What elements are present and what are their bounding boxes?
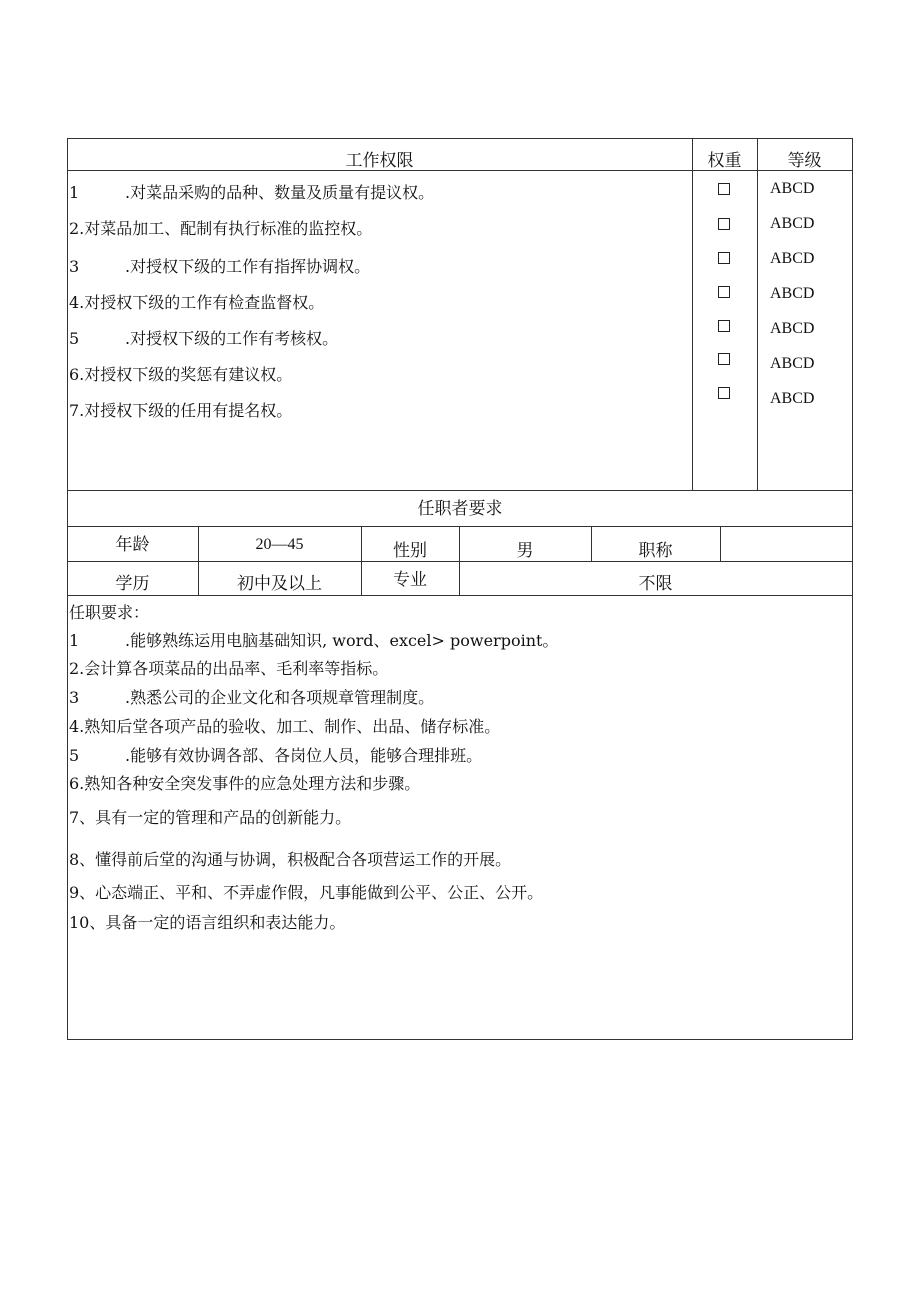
rank-label: 职称: [638, 541, 673, 561]
weight-header: 权重: [707, 151, 742, 171]
list-item: 4.熟知后堂各项产品的验收、加工、制作、出品、储存标准。: [69, 717, 501, 736]
weight-checkbox[interactable]: [718, 387, 730, 399]
list-item: 9、心态端正、平和、不弄虚作假，凡事能做到公平、公正、公开。: [69, 883, 544, 902]
major-label: 专业: [393, 570, 427, 590]
list-item: 3 .熟悉公司的企业文化和各项规章管理制度。: [69, 688, 435, 707]
weight-checkbox[interactable]: [718, 320, 730, 332]
gender-value: 男: [516, 541, 534, 561]
grade-value: ABCD: [770, 390, 815, 407]
weight-checkbox[interactable]: [718, 353, 730, 365]
age-label: 年龄: [115, 535, 150, 555]
grade-value: ABCD: [770, 250, 815, 267]
list-item: 2.对菜品加工、配制有执行标准的监控权。: [69, 219, 373, 238]
list-item: 6.对授权下级的奖惩有建议权。: [69, 365, 293, 384]
requirements-list-title: 任职要求：: [69, 603, 150, 622]
education-label: 学历: [115, 574, 150, 594]
weight-checkbox[interactable]: [718, 286, 730, 298]
list-item: 5 .能够有效协调各部、各岗位人员，能够合理排班。: [69, 746, 483, 765]
grade-value: ABCD: [770, 180, 815, 197]
weight-checkbox[interactable]: [718, 218, 730, 230]
weight-checkbox[interactable]: [718, 252, 730, 264]
list-item: 1 .对菜品采购的品种、数量及质量有提议权。: [69, 183, 435, 202]
list-item: 10、具备一定的语言组织和表达能力。: [69, 913, 346, 932]
age-value: 20—45: [255, 536, 304, 553]
grade-value: ABCD: [770, 320, 815, 337]
list-item: 4.对授权下级的工作有检查监督权。: [69, 293, 325, 312]
list-item: 2.会计算各项菜品的出品率、毛利率等指标。: [69, 659, 389, 678]
education-value: 初中及以上: [237, 574, 322, 594]
gender-label: 性别: [393, 541, 427, 561]
grade-value: ABCD: [770, 355, 815, 372]
list-item: 1 .能够熟练运用电脑基础知识, word、excel> powerpoint。: [69, 631, 559, 650]
list-item: 7.对授权下级的任用有提名权。: [69, 401, 293, 420]
list-item: 7、具有一定的管理和产品的创新能力。: [69, 808, 352, 827]
requirements-title: 任职者要求: [417, 499, 503, 519]
list-item: 8、懂得前后堂的沟通与协调，积极配合各项营运工作的开展。: [69, 850, 512, 869]
list-item: 5 .对授权下级的工作有考核权。: [69, 329, 339, 348]
list-item: 6.熟知各种安全突发事件的应急处理方法和步骤。: [69, 774, 421, 793]
list-item: 3 .对授权下级的工作有指挥协调权。: [69, 257, 371, 276]
major-value: 不限: [638, 574, 673, 594]
grade-value: ABCD: [770, 215, 815, 232]
grade-value: ABCD: [770, 285, 815, 302]
weight-checkbox[interactable]: [718, 183, 730, 195]
grade-header: 等级: [787, 151, 822, 171]
authority-title: 工作权限: [345, 151, 414, 171]
